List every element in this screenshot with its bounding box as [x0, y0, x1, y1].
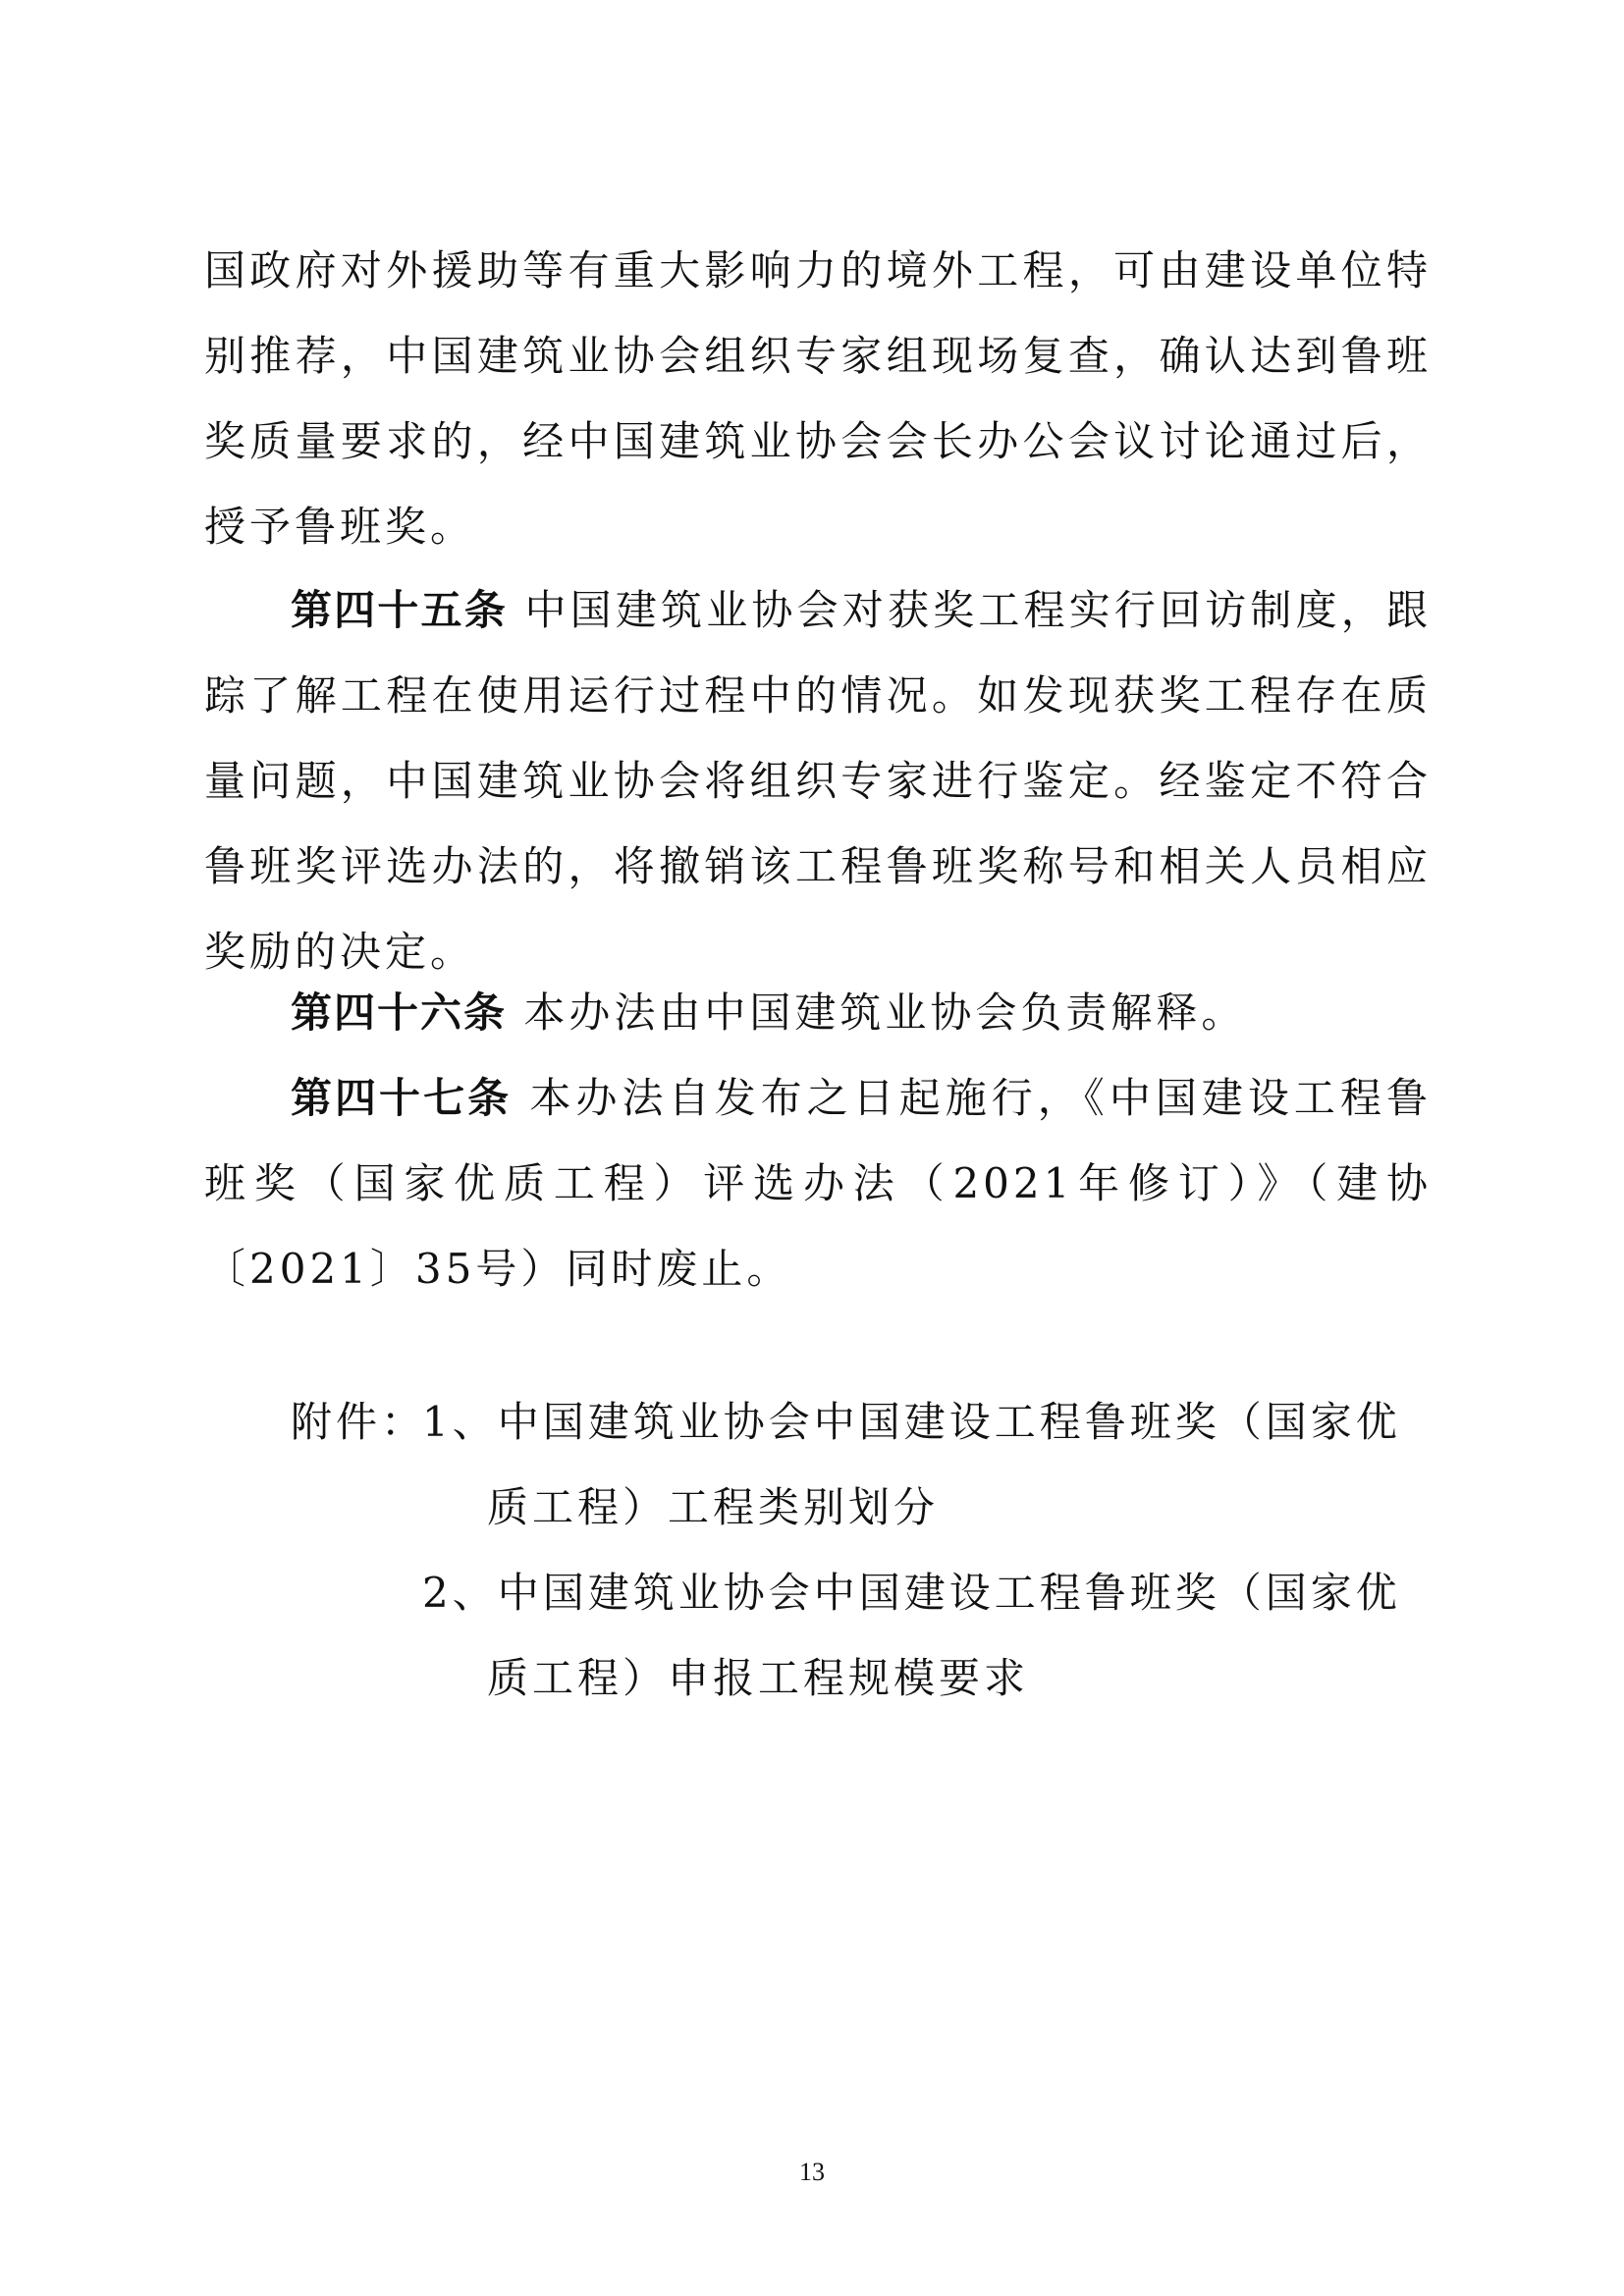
- article-45-label: 第四十五条: [291, 586, 508, 634]
- article-47: [204, 1055, 1432, 1311]
- article-46: [204, 970, 1432, 1055]
- page-number: 13: [799, 2158, 825, 2186]
- article-46-label: 第四十六条: [291, 988, 508, 1037]
- article-45-text: 中国建筑业协会对获奖工程实行回访制度，跟踪了解工程在使用运行过程中的情况。如发现获奖工程存在质量问题，中国建筑业协会将组织专家进行鉴定。经鉴定不符合鲁班奖评选办法的，将撤销该工程鲁班奖称号和相关人员相应奖励的决定。: [204, 586, 1432, 976]
- attachment-1-text: 1、中国建筑业协会中国建设工程鲁班奖（国家优质工程）工程类别划分: [422, 1398, 1401, 1531]
- attachments-label: 附件：: [291, 1398, 427, 1446]
- attachment-item: [291, 1550, 1420, 1721]
- paragraph-text: 国政府对外援助等有重大影响力的境外工程，可由建设单位特别推荐，中国建筑业协会组织专家组现场复查，确认达到鲁班奖质量要求的，经中国建筑业协会会长办公会议讨论通过后，授予鲁班奖。: [204, 246, 1432, 551]
- attachment-2-text: 2、中国建筑业协会中国建设工程鲁班奖（国家优质工程）申报工程规模要求: [422, 1569, 1401, 1702]
- article-47-label: 第四十七条: [291, 1074, 513, 1122]
- article-46-text: 本办法由中国建筑业协会负责解释。: [523, 988, 1247, 1037]
- paragraph-continuation: [204, 228, 1432, 569]
- article-45: [204, 567, 1432, 994]
- attachments-section: [291, 1379, 1420, 1721]
- attachment-item: [291, 1379, 1420, 1550]
- article-47-text: 本办法自发布之日起施行，《中国建设工程鲁班奖（国家优质工程）评选办法（2021年修订）》（建协〔2021〕35号）同时废止。: [204, 1074, 1432, 1293]
